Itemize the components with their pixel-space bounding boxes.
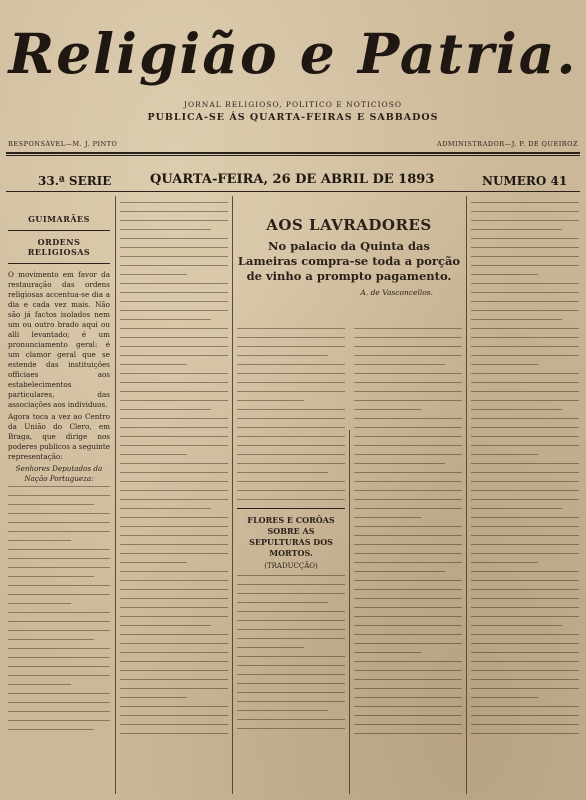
poem-title: FLORES E CORÔAS SOBRE AS SEPULTURAS DOS MORTOS.: [247, 515, 335, 558]
article-body: [471, 202, 579, 734]
poem-body: [237, 575, 345, 729]
article-column-4: [354, 320, 462, 794]
newspaper-subtitle: JORNAL RELIGIOSO, POLITICO E NOTICIOSO: [184, 100, 402, 109]
section-rule: [8, 263, 110, 264]
advert-body: No palacio da Quinta das Lameiras compra-se toda a porção de vinho a prompto pagamento.: [237, 239, 461, 283]
section-heading: ORDENS RELIGIOSAS: [27, 237, 91, 257]
column-divider: [232, 196, 233, 794]
newspaper-title: Religião e Patria.: [8, 21, 578, 86]
administrator: ADMINISTRADOR—J. P. DE QUEIROZ: [437, 140, 578, 148]
article-paragraph: Agora toca a vez ao Centro da União do Clero, em Braga, que dirige nos poderes publicos a seguinte representação:: [8, 412, 110, 461]
masthead-rule-thin: [6, 155, 580, 156]
responsible-editor: RESPONSÁVEL—M. J. PINTO: [8, 140, 118, 148]
series-label: 33.ª SERIE: [38, 174, 112, 188]
article-column-1: [8, 196, 110, 794]
article-opening: O movimento em favor da restauração das ordens religiosas accentua-se dia a dia e cada vez mais. Não são já factos isolados nem um ou outro brado aqui ou alli levantado; é um pronunciamento geral: é um clamor geral que se estende das instituições officiaes aos estabelecimentos particulares, das associações aos individuos.: [8, 270, 110, 409]
publication-days: PUBLICA-SE ÁS QUARTA-FEIRAS E SABBADOS: [147, 112, 439, 123]
place-heading: GUIMARÃES: [28, 214, 90, 224]
article-body: [354, 328, 462, 734]
article-body: [8, 486, 110, 730]
advert-headline: AOS LAVRADORES: [266, 216, 432, 234]
masthead-rule: [6, 152, 580, 154]
column-divider: [466, 196, 467, 794]
salutation: Senhores Deputados da Nação Portugueza:: [15, 464, 103, 483]
poem-note: (TRADUCÇÃO): [264, 562, 318, 570]
issue-date: QUARTA-FEIRA, 26 DE ABRIL DE 1893: [150, 172, 435, 187]
column-divider: [349, 430, 350, 794]
issue-number: NUMERO 41: [482, 174, 568, 188]
article-column-5: [471, 196, 579, 794]
dateline-rule: [6, 191, 580, 192]
article-column-3: [237, 320, 345, 794]
article-body: [237, 328, 345, 500]
advert-signature: A. de Vasconcellos.: [360, 288, 433, 297]
column-divider: [115, 196, 116, 794]
article-column-2: [120, 196, 228, 794]
masthead: [0, 0, 586, 150]
section-rule: [8, 230, 110, 231]
section-rule: [237, 508, 345, 509]
article-body: [120, 202, 228, 734]
